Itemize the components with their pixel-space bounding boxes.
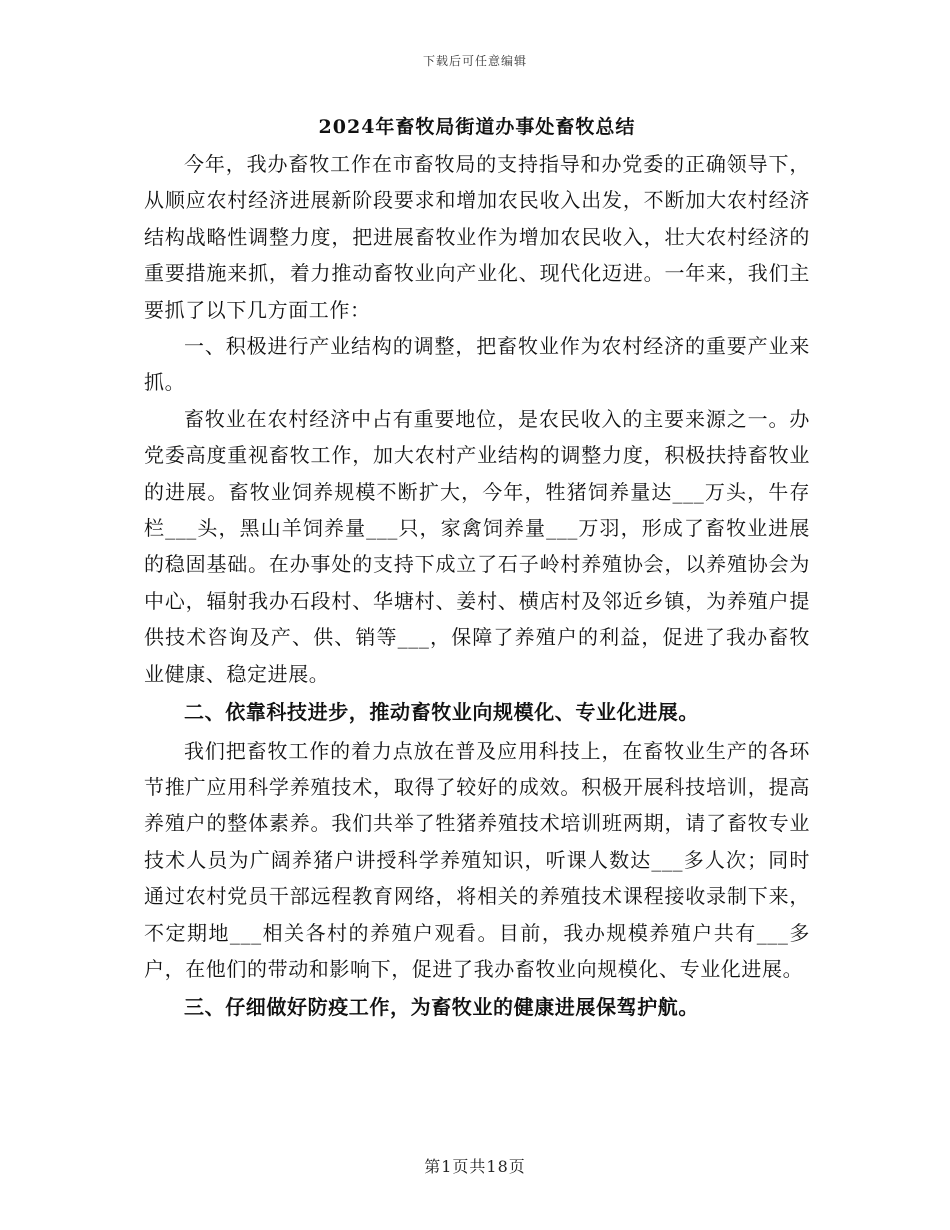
page-footer: 第1页共18页: [424, 1157, 526, 1176]
section-heading-1: 一、积极进行产业结构的调整，把畜牧业作为农村经济的重要产业来抓。: [144, 334, 810, 395]
document-body: [144, 112, 810, 1028]
page-header: 下载后可任意编辑: [422, 54, 527, 68]
section-heading-2: 二、依靠科技进步，推动畜牧业向规模化、专业化进展。: [184, 700, 699, 725]
paragraph-intro: 今年，我办畜牧工作在市畜牧局的支持指导和办党委的正确领导下，从顺应农村经济进展新阶段要求和增加农民收入出发，不断加大农村经济结构战略性调整力度，把进展畜牧业作为增加农民收入，壮大农村经济的重要措施来抓，着力推动畜牧业向产业化、现代化迈进。一年来，我们主要抓了以下几方面工作：: [144, 152, 810, 322]
paragraph-section-1: 畜牧业在农村经济中占有重要地位，是农民收入的主要来源之一。办党委高度重视畜牧工作，加大农村产业结构的调整力度，积极扶持畜牧业的进展。畜牧业饲养规模不断扩大，今年，牲猪饲养量达___万头，牛存栏___头，黑山羊饲养量___只，家禽饲养量___万羽，形成了畜牧业进展的稳固基础。在办事处的支持下成立了石子岭村养殖协会，以养殖协会为中心，辐射我办石段村、华塘村、姜村、横店村及邻近乡镇，为养殖户提供技术咨询及产、供、销等___，保障了养殖户的利益，促进了我办畜牧业健康、稳定进展。: [144, 406, 810, 686]
section-heading-3: 三、仔细做好防疫工作，为畜牧业的健康进展保驾护航。: [184, 995, 699, 1020]
document-title: 2024年畜牧局街道办事处畜牧总结: [318, 116, 636, 138]
paragraph-section-2: 我们把畜牧工作的着力点放在普及应用科技上，在畜牧业生产的各环节推广应用科学养殖技术，取得了较好的成效。积极开展科技培训，提高养殖户的整体素养。我们共举了牲猪养殖技术培训班两期，请了畜牧专业技术人员为广阔养猪户讲授科学养殖知识，听课人数达___多人次；同时通过农村党员干部远程教育网络，将相关的养殖技术课程接收录制下来，不定期地___相关各村的养殖户观看。目前，我办规模养殖户共有___多户，在他们的带动和影响下，促进了我办畜牧业向规模化、专业化进展。: [144, 738, 810, 981]
